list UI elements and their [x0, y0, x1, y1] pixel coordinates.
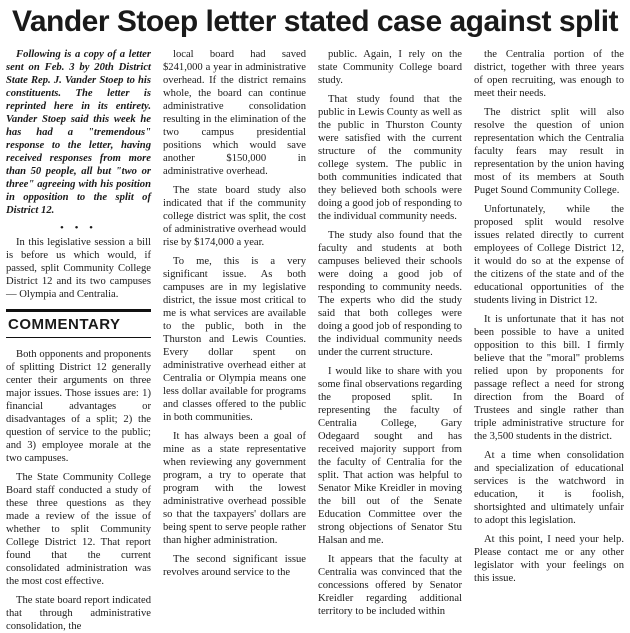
- col1-paragraph-3: The State Community College Board staff conducted a study of these three questions as they made a review of the issue of whether to split Community College District 12. That report found that the current consolidated administration was the most cost effective.: [6, 472, 151, 587]
- col3-paragraph-2: That study found that the public in Lewis County as well as the public in Thurston County were satisfied with the current structure of the community college system. The public in both communities indicated that they believed both schools were doing a good job of responding to the individual community needs.: [318, 94, 462, 222]
- col2-paragraph-4: It has always been a goal of mine as a state representative when reviewing any government program, a try to operate that program with the lowest administrative overhead possible so that the taxpayers' dollars are being spent to serve people rather than higher administration.: [163, 431, 306, 546]
- column-4: [474, 48, 624, 584]
- col4-paragraph-3: Unfortunately, while the proposed split would resolve issues related directly to current employees of College District 12, it would do so at the expense of the citizens of the state and of the educational opportunities of the students living in District 12.: [474, 204, 624, 306]
- col4-paragraph-2: The district split will also resolve the question of union representation which the Centralia faculty fears may result in representation by the union having most of its members at South Puget Sound Community College.: [474, 107, 624, 196]
- column-2: [163, 48, 306, 578]
- col3-paragraph-5: It appears that the faculty at Centralia was convinced that the concessions offered by Senator Kreidler regarding additional territory to be included within: [318, 554, 462, 617]
- col2-paragraph-2: The state board study also indicated that if the community college district was split, the cost of administrative overhead would rise by $174,000 a year.: [163, 185, 306, 248]
- col2-paragraph-1: local board had saved $241,000 a year in administrative overhead. If the district remains whole, the board can continue administrative consolidation resulting in the elimination of the two campus presidential positions which would save another $150,000 in administrative overhead.: [163, 49, 306, 177]
- column-3: [318, 48, 462, 617]
- col2-paragraph-3: To me, this is a very significant issue. As both campuses are in my legislative district, the issue most critical to me is what services are available to the public, both in the Thurston and Lewis Counties. Every dollar spent on administrative overhead either at Centralia or Olympia means one less dollar available for programs and classes offered to the public in both communities.: [163, 256, 306, 423]
- col3-paragraph-4: I would like to share with you some final observations regarding the proposed split. In representing the faculty of Centralia College, Gary Odegaard sought and has received majority support from the faculty of Centralia for the split. That action was helpful to Senator Mike Kreidler in moving the bill out of the Senate Education Committee over the strong objections of Senator Stu Halsan and me.: [318, 366, 462, 546]
- commentary-label-box: [6, 309, 151, 338]
- col3-paragraph-1: public. Again, I rely on the state Community College board study.: [318, 49, 462, 86]
- separator-bullets: • • •: [59, 222, 98, 234]
- col3-paragraph-3: The study also found that the faculty and students at both campuses believed their schools were doing a good job of responding to community needs. The experts who did the study said that both colleges were doing a good job of responding to the individual community needs under the current structure.: [318, 230, 462, 358]
- col4-paragraph-6: At this point, I need your help. Please contact me or any other legislator with your feelings on this issue.: [474, 534, 624, 584]
- intro-italic-paragraph: Following is a copy of a letter sent on Feb. 3 by 20th District State Rep. J. Vander Stoep to his constituents. The letter is reprinted here in its entirety. Vander Stoep said this week he has had a "tremendous" response to the letter, having received responses from more than 50 people, all but "two or three" agreeing with his position in opposition to the split of District 12.: [6, 49, 151, 216]
- col1-paragraph-4: The state board report indicated that through administrative consolidation, the: [6, 595, 151, 632]
- col1-paragraph-1: In this legislative session a bill is before us which would, if passed, split Community College District 12 and its two campuses — Olympia and Centralia.: [6, 237, 151, 300]
- column-1: [6, 48, 151, 632]
- col1-paragraph-2: Both opponents and proponents of splitting District 12 generally center their arguments on three major issues. Those issues are: 1) financial advantages or disadvantages of a split; 2) the question of service to the public; and 3) employee morale at the two campuses.: [6, 349, 151, 464]
- col2-paragraph-5: The second significant issue revolves around service to the: [163, 554, 306, 578]
- headline: Vander Stoep letter stated case against split: [11, 5, 619, 38]
- col4-paragraph-4: It is unfortunate that it has not been possible to have a united opposition to this bill. I firmly believe that the "moral" problems relied upon by proponents for passage reflect a need for strong direction from the Board of Trustees and single rather than triple administrative structure for the 3,500 students in the district.: [474, 314, 624, 442]
- col4-paragraph-1: the Centralia portion of the district, together with three years of open recruiting, was enough to meet their needs.: [474, 49, 624, 99]
- commentary-label: COMMENTARY: [8, 316, 121, 333]
- col4-paragraph-5: At a time when consolidation and specialization of educational services is the watchword in education, it is foolish, shortsighted and ultimately unfair to adopt this legislation.: [474, 450, 624, 526]
